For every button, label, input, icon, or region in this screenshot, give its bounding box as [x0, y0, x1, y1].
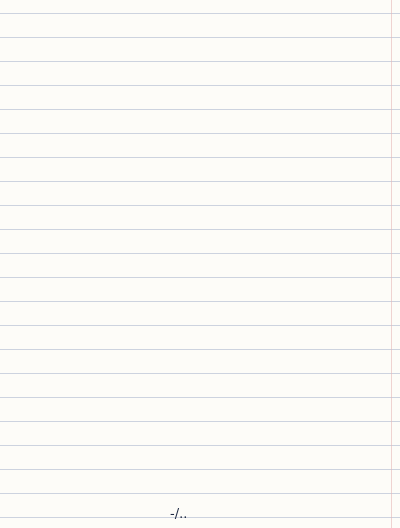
text-line: [14, 268, 388, 292]
text-line: [14, 244, 388, 268]
text-line: [14, 76, 388, 100]
page-end-mark: -/..: [170, 507, 188, 522]
text-line: [14, 172, 388, 196]
text-line: [14, 100, 388, 124]
text-line: [14, 4, 388, 28]
text-line: [14, 196, 388, 220]
text-line: [14, 412, 388, 436]
text-line: [14, 292, 388, 316]
text-line: [14, 340, 388, 364]
text-line: [14, 460, 388, 484]
text-line: [14, 484, 388, 508]
text-line: [14, 364, 388, 388]
text-line: [14, 316, 388, 340]
text-line: [14, 124, 388, 148]
margin-rule: [391, 0, 392, 528]
text-line: [14, 436, 388, 460]
text-line: [14, 28, 388, 52]
text-line: [14, 388, 388, 412]
text-line: [14, 148, 388, 172]
handwritten-letter: [14, 4, 388, 522]
text-line: [14, 52, 388, 76]
text-line: [14, 220, 388, 244]
